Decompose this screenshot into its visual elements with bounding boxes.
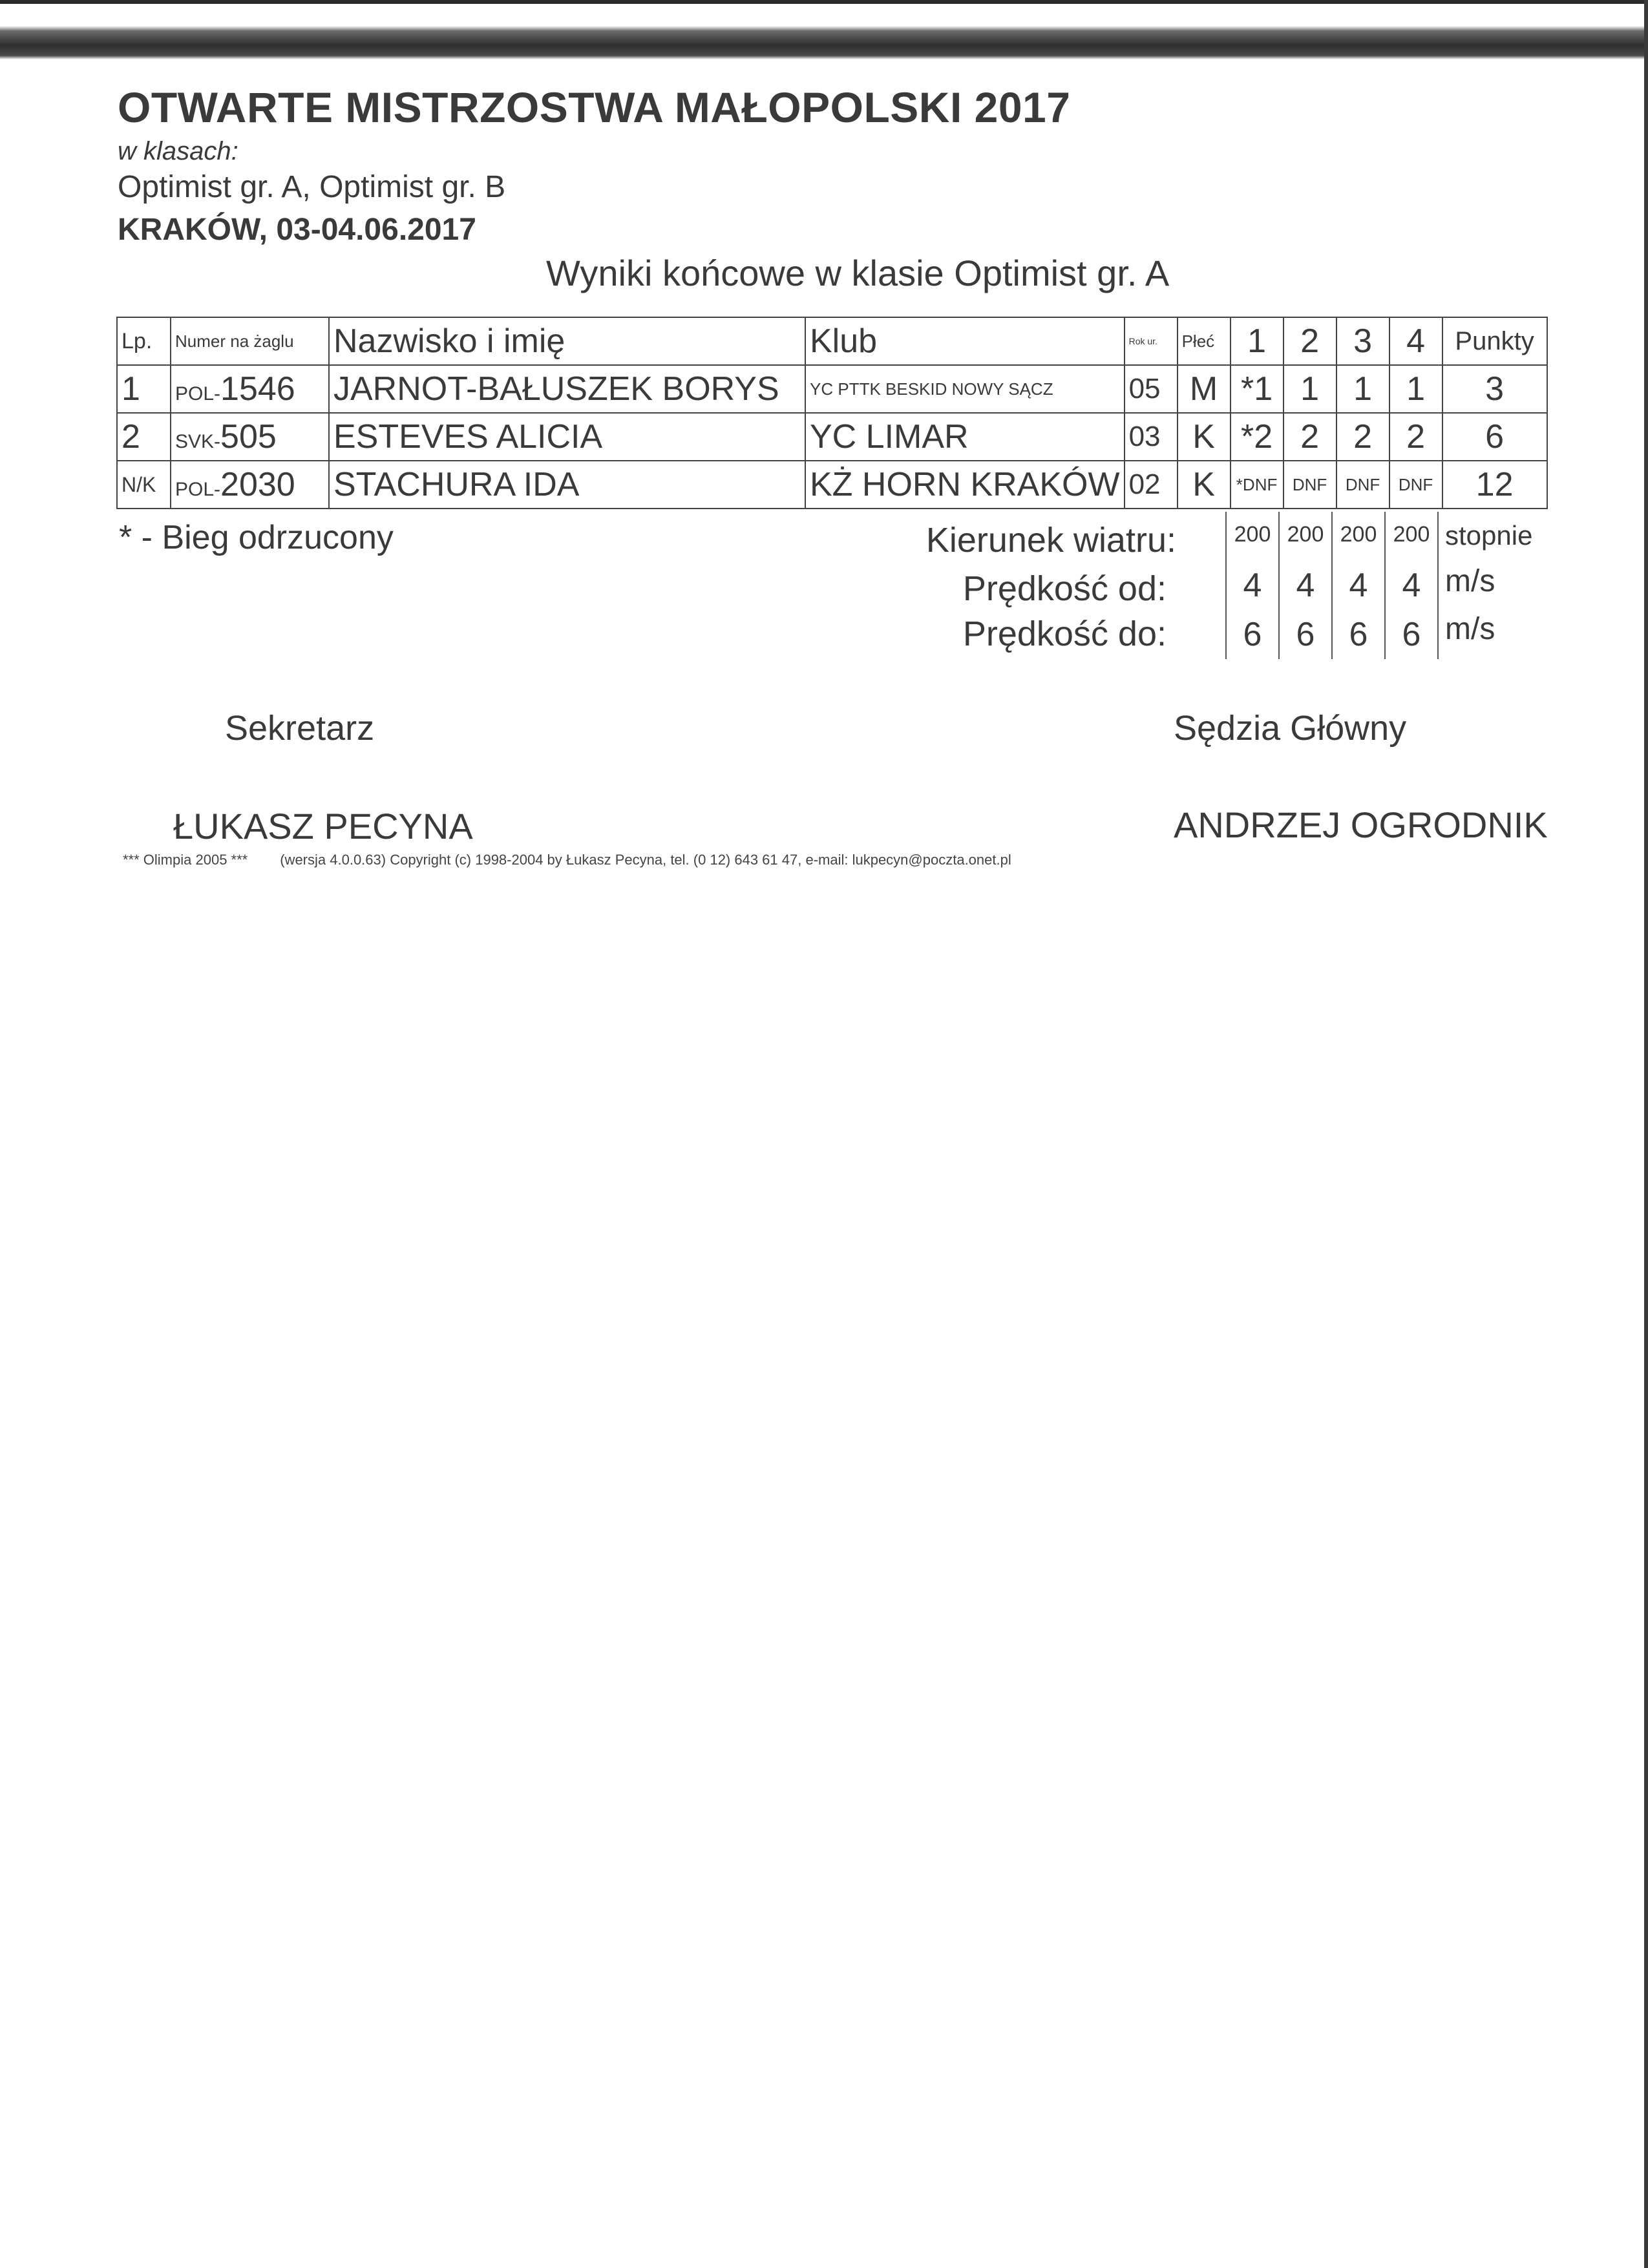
sail-number: 505	[220, 418, 277, 456]
speed-to-unit: m/s	[1445, 612, 1495, 646]
table-row	[117, 413, 1547, 461]
speed-to-2: 6	[1296, 616, 1315, 653]
cell-race-1: *2	[1231, 413, 1284, 461]
results-table-wrapper	[116, 317, 1548, 509]
cell-race-2: 2	[1284, 413, 1336, 461]
cell-points: 12	[1442, 461, 1547, 509]
cell-name: JARNOT-BAŁUSZEK BORYS	[329, 365, 805, 413]
cell-points: 6	[1442, 413, 1547, 461]
cell-year: 05	[1125, 365, 1178, 413]
cell-year: 03	[1125, 413, 1178, 461]
speed-to-1: 6	[1243, 616, 1262, 653]
header-points: Punkty	[1442, 317, 1547, 365]
cell-lp: N/K	[117, 461, 171, 509]
sail-prefix: SVK-	[175, 431, 221, 452]
cell-race-1: *DNF	[1231, 461, 1284, 509]
results-title: Wyniki końcowe w klasie Optimist gr. A	[546, 253, 1170, 293]
cell-sail	[171, 365, 329, 413]
cell-sex: K	[1178, 413, 1231, 461]
speed-to-label: Prędkość do:	[962, 614, 1167, 653]
wind-col-divider	[1437, 512, 1439, 659]
header-lp: Lp.	[117, 317, 171, 365]
cell-sex: K	[1178, 461, 1231, 509]
cell-race-3: 1	[1336, 365, 1389, 413]
cell-sail	[171, 461, 329, 509]
cell-race-2: 1	[1284, 365, 1336, 413]
wind-direction-4: 200	[1393, 522, 1430, 547]
speed-from-unit: m/s	[1445, 564, 1495, 598]
cell-race-2: DNF	[1284, 461, 1336, 509]
cell-club: YC LIMAR	[805, 413, 1125, 461]
speed-to-3: 6	[1349, 616, 1368, 653]
cell-race-3: 2	[1336, 413, 1389, 461]
judge-name: ANDRZEJ OGRODNIK	[1174, 804, 1548, 845]
speed-to-4: 6	[1402, 616, 1421, 653]
header-race-1: 1	[1231, 317, 1284, 365]
results-table	[116, 317, 1548, 509]
document-title: OTWARTE MISTRZOSTWA MAŁOPOLSKI 2017	[118, 83, 1071, 131]
scan-border-right	[1644, 0, 1648, 2268]
header-sail: Numer na żaglu	[171, 317, 329, 365]
wind-direction-label: Kierunek wiatru:	[925, 521, 1176, 560]
footer-copyright: (wersja 4.0.0.63) Copyright (c) 1998-2004 by Łukasz Pecyna, tel. (0 12) 643 61 47, e-mail: lukpecyn@poczta.onet.pl	[280, 852, 1011, 868]
classes-list: Optimist gr. A, Optimist gr. B	[118, 170, 506, 204]
wind-direction-2: 200	[1287, 522, 1324, 547]
speed-from-1: 4	[1243, 567, 1262, 604]
cell-race-4: DNF	[1389, 461, 1442, 509]
discard-note: * - Bieg odrzucony	[119, 519, 394, 556]
speed-from-3: 4	[1349, 567, 1368, 604]
sail-number: 1546	[220, 370, 295, 408]
speed-from-4: 4	[1402, 567, 1421, 604]
header-club: Klub	[805, 317, 1125, 365]
header-sex: Płeć	[1178, 317, 1231, 365]
header-race-4: 4	[1389, 317, 1442, 365]
header-race-3: 3	[1336, 317, 1389, 365]
wind-direction-unit: stopnie	[1445, 520, 1533, 551]
cell-lp: 1	[117, 365, 171, 413]
judge-label: Sędzia Główny	[1174, 709, 1407, 748]
cell-race-3: DNF	[1336, 461, 1389, 509]
cell-race-4: 2	[1389, 413, 1442, 461]
cell-race-4: 1	[1389, 365, 1442, 413]
secretary-name: ŁUKASZ PECYNA	[173, 806, 473, 846]
table-header-row	[117, 317, 1547, 365]
speed-from-2: 4	[1296, 567, 1315, 604]
cell-race-1: *1	[1231, 365, 1284, 413]
cell-name: ESTEVES ALICIA	[329, 413, 805, 461]
header-name: Nazwisko i imię	[329, 317, 805, 365]
cell-lp: 2	[117, 413, 171, 461]
footer	[123, 852, 1044, 868]
classes-intro: w klasach:	[118, 137, 238, 165]
table-row	[117, 461, 1547, 509]
cell-points: 3	[1442, 365, 1547, 413]
cell-name: STACHURA IDA	[329, 461, 805, 509]
cell-sex: M	[1178, 365, 1231, 413]
footer-program: *** Olimpia 2005 ***	[123, 852, 248, 868]
sail-prefix: POL-	[175, 383, 221, 404]
cell-sail	[171, 413, 329, 461]
cell-club: YC PTTK BESKID NOWY SĄCZ	[805, 365, 1125, 413]
sail-number: 2030	[220, 466, 295, 503]
table-row	[117, 365, 1547, 413]
cell-year: 02	[1125, 461, 1178, 509]
secretary-label: Sekretarz	[225, 709, 375, 748]
scan-border-top	[0, 0, 1648, 59]
header-year: Rok ur.	[1125, 317, 1178, 365]
scan-edge-top	[0, 0, 1648, 4]
speed-from-label: Prędkość od:	[962, 569, 1167, 608]
wind-direction-3: 200	[1340, 522, 1377, 547]
cell-club: KŻ HORN KRAKÓW	[805, 461, 1125, 509]
sail-prefix: POL-	[175, 479, 221, 500]
header-race-2: 2	[1284, 317, 1336, 365]
place-date: KRAKÓW, 03-04.06.2017	[118, 213, 476, 247]
wind-direction-1: 200	[1234, 522, 1271, 547]
